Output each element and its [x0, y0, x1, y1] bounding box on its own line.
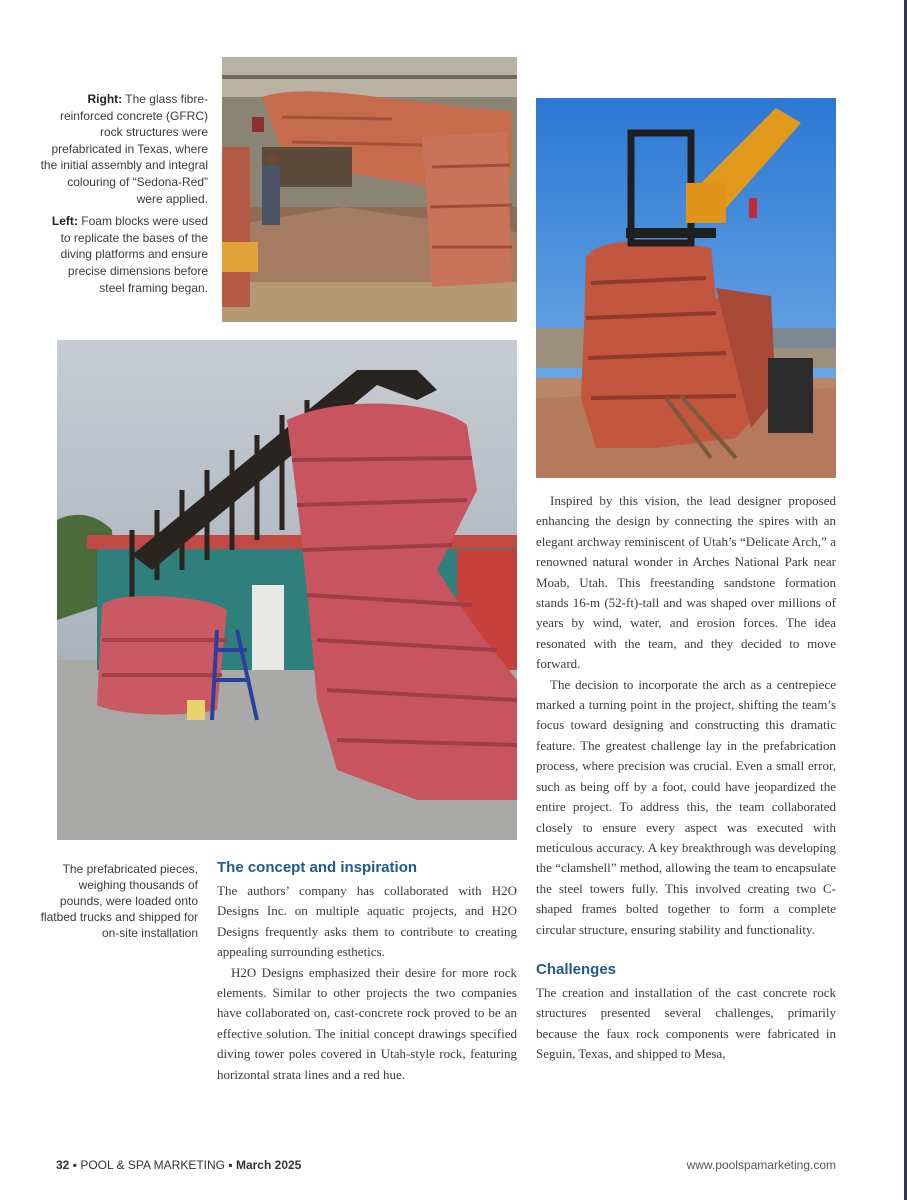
- section-heading-challenges: Challenges: [536, 960, 617, 978]
- article-column-right: [536, 491, 836, 1065]
- caption-right-label: Right:: [87, 92, 123, 106]
- photo-crane-image: [536, 98, 836, 478]
- footer-bullet: ▪: [72, 1158, 77, 1172]
- page-number: 32: [56, 1158, 70, 1172]
- photo-foam-blocks-image: [57, 340, 517, 840]
- caption-left: [40, 213, 208, 296]
- publication-name: POOL & SPA MARKETING: [80, 1158, 226, 1172]
- footer-bullet: ▪: [228, 1158, 233, 1172]
- photo-foam-blocks: [57, 340, 517, 840]
- caption-left-text: Foam blocks were used to replicate the bases of the diving platforms and ensure precise dimensions before steel framing began.: [60, 214, 208, 295]
- paragraph: Inspired by this vision, the lead designer proposed enhancing the design by connecting the spires with an elegant archway reminiscent of Utah’s “Delicate Arch,” a renowned natural wonder in Arches National Park near Moab, Utah. This freestanding sandstone formation stands 16-m (52-ft)-tall and was shaped over millions of years by wind, water, and erosion forces. The idea resonated with the team, and they decided to move forward.: [536, 493, 836, 672]
- caption-right-text: The glass fibre-reinforced concrete (GFRC) rock structures were prefabricated in Texas, where the initial assembly and integral colouring of “Sedona-Red” were applied.: [40, 92, 208, 206]
- footer-website[interactable]: www.poolspamarketing.com: [686, 1158, 836, 1172]
- article-column-left: [217, 858, 517, 1085]
- photo-workshop-image: [222, 57, 517, 322]
- footer-publication: [56, 1158, 301, 1172]
- caption-right: [40, 91, 208, 207]
- paragraph: The creation and installation of the cast concrete rock structures presented several challenges, primarily because the faux rock components were fabricated in Seguin, Texas, and shipped to Mesa,: [536, 984, 836, 1062]
- photo-caption-bottom: The prefabricated pieces, weighing thousands of pounds, were loaded onto flatbed trucks and shipped for on-site installation: [40, 862, 198, 940]
- paragraph: The decision to incorporate the arch as a centrepiece marked a turning point in the project, shifting the team’s focus toward designing and constructing this dramatic feature. The greatest challenge lay in the prefabrication process, where precision was crucial. Even a small error, such as being off by a foot, could have jeopardized the entire project. To address this, the team collaborated closely to ensure every aspect was executed with meticulous accuracy. A key breakthrough was developing the “clamshell” method, allowing the team to encapsulate the steel towers fully. This involved creating two C-shaped frames bolted together to form a complete circular structure, ensuring stability and functionality.: [536, 676, 836, 937]
- issue-date: March 2025: [235, 1158, 302, 1172]
- photo-crane: [536, 98, 836, 478]
- paragraph: H2O Designs emphasized their desire for more rock elements. Similar to other projects the two companies have collaborated on, cast-concrete rock proved to be an effective solution. The initial concept drawings specified diving tower poles covered in Utah-style rock, featuring horizontal strata lines and a red hue.: [217, 964, 517, 1082]
- caption-left-label: Left:: [51, 214, 78, 229]
- photo-workshop: [222, 57, 517, 322]
- photo-caption-top: [40, 91, 208, 302]
- paragraph: The authors’ company has collaborated with H2O Designs Inc. on multiple aquatic projects, and H2O Designs frequently asks them to contribute to creating appealing surrounding esthetics.: [217, 883, 517, 960]
- section-heading-concept: The concept and inspiration: [217, 859, 418, 876]
